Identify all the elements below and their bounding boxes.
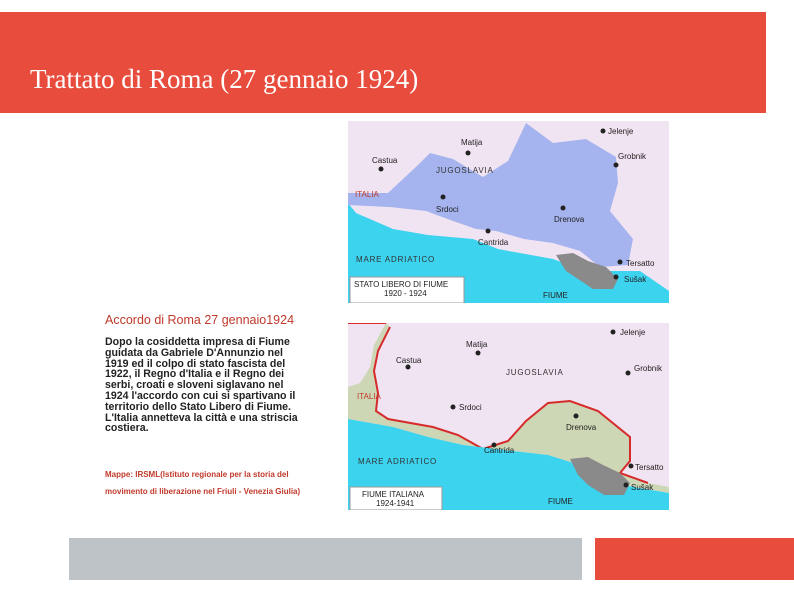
- footer-red-bar: [595, 538, 794, 580]
- town-label: Matija: [461, 138, 483, 147]
- town-dot: [624, 483, 629, 488]
- town-label: Tersatto: [626, 259, 655, 268]
- region-label-jugoslavia: JUGOSLAVIA: [436, 166, 494, 175]
- town-label: Drenova: [566, 423, 597, 432]
- legend-years: 1924-1941: [376, 499, 415, 508]
- town-label: Drenova: [554, 215, 585, 224]
- town-label: Sušak: [624, 275, 647, 284]
- town-label: Jelenje: [608, 127, 634, 136]
- town-dot: [601, 129, 606, 134]
- region-label-jugoslavia: JUGOSLAVIA: [506, 368, 564, 377]
- town-dot: [611, 330, 616, 335]
- region-label-fiume: FIUME: [543, 291, 568, 300]
- town-label: Castua: [396, 356, 422, 365]
- town-dot: [614, 163, 619, 168]
- town-label: Tersatto: [635, 463, 664, 472]
- caption-source: Mappe: IRSML(Istituto regionale per la storia del movimento di liberazione nel Friuli - Venezia Giulia): [105, 470, 301, 497]
- region-label-sea: MARE ADRIATICO: [358, 457, 438, 466]
- caption-heading: Accordo di Roma 27 gennaio1924: [105, 313, 295, 327]
- town-label: Cantrida: [478, 238, 509, 247]
- town-label: Grobnik: [634, 364, 663, 373]
- region-label-sea: MARE ADRIATICO: [356, 255, 436, 264]
- town-label: Srdoci: [436, 205, 459, 214]
- title-bar: [0, 12, 766, 113]
- region-label-italia: ITALIA: [355, 190, 379, 199]
- town-dot: [441, 195, 446, 200]
- caption-block: [105, 313, 345, 500]
- town-label: Jelenje: [620, 328, 646, 337]
- town-dot: [614, 275, 619, 280]
- town-dot: [379, 167, 384, 172]
- region-label-italia: ITALIA: [357, 392, 381, 401]
- town-dot: [561, 206, 566, 211]
- caption-body: Dopo la cosiddetta impresa di Fiume guidata da Gabriele D'Annunzio nel 1919 ed il colpo di stato fascista del 1922, il Regno d'Italia e il Regno dei serbi, croati e sloveni siglavano nel 1924 l'accordo con cui si spartivano il territorio dello Stato Libero di Fiume. L'Italia annetteva la città e una striscia costiera.: [105, 336, 298, 435]
- legend-years: 1920 - 1924: [384, 289, 427, 298]
- town-dot: [486, 229, 491, 234]
- town-dot: [618, 260, 623, 265]
- town-label: Sušak: [631, 483, 654, 492]
- legend-title: STATO LIBERO DI FIUME: [354, 280, 449, 289]
- town-label: Grobnik: [618, 152, 647, 161]
- footer-gray-bar: [69, 538, 582, 580]
- town-dot: [626, 371, 631, 376]
- town-dot: [629, 464, 634, 469]
- town-dot: [466, 151, 471, 156]
- legend-title: FIUME ITALIANA: [362, 490, 425, 499]
- town-label: Cantrida: [484, 446, 515, 455]
- map-italian-fiume: [348, 323, 669, 510]
- town-dot: [574, 414, 579, 419]
- town-label: Matija: [466, 340, 488, 349]
- town-label: Srdoci: [459, 403, 482, 412]
- slide-title: Trattato di Roma (27 gennaio 1924): [30, 64, 419, 94]
- region-label-fiume: FIUME: [548, 497, 573, 506]
- town-label: Castua: [372, 156, 398, 165]
- map-free-state-of-fiume: [348, 121, 669, 303]
- town-dot: [476, 351, 481, 356]
- town-dot: [451, 405, 456, 410]
- town-dot: [406, 365, 411, 370]
